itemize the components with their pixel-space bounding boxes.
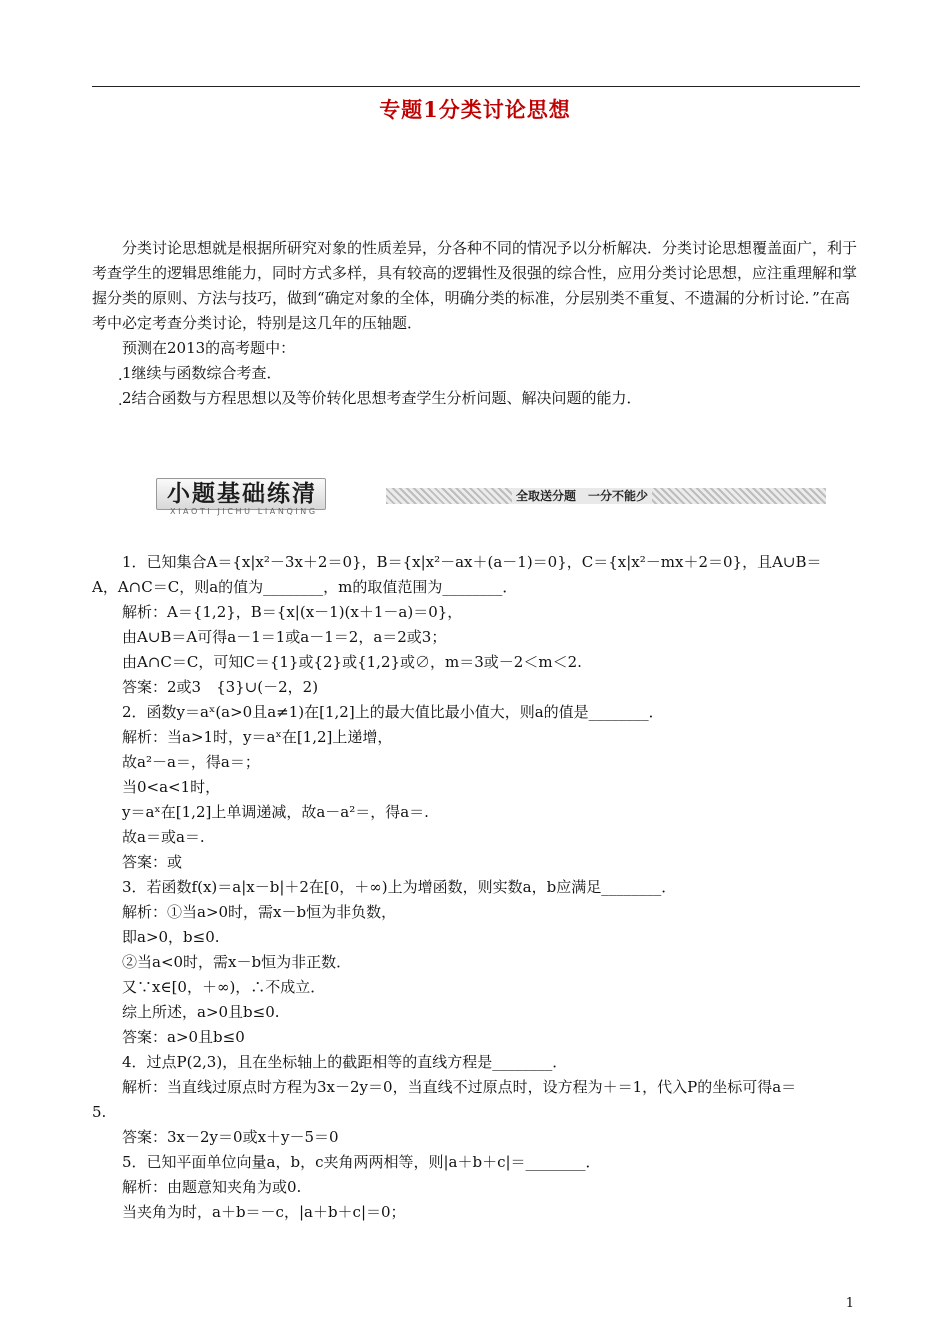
bullet-dot: . (118, 393, 123, 409)
solution-line: ②当a<0时，需x－b恒为非正数． (122, 953, 352, 971)
answer-line: 答案：a>0且b≤0 (122, 1028, 245, 1046)
solution-line: 解析：当直线过原点时方程为3x－2y＝0，当直线不过原点时，设方程为＋＝1，代入P的坐标可得a＝ (122, 1078, 797, 1096)
solution-line: 故a²－a＝，得a＝； (122, 753, 260, 771)
banner-pinyin: XIAOTI JICHU LIANQING (170, 507, 318, 516)
question-line: 2．函数y＝aˣ(a>0且a≠1)在[1,2]上的最大值比最小值大，则a的值是________． (122, 703, 664, 721)
solution-line: 综上所述，a>0且b≤0. (122, 1003, 280, 1021)
intro-item-2: 2结合函数与方程思想以及等价转化思想考查学生分析问题、解决问题的能力． (122, 389, 642, 407)
solution-line: 解析：当a>1时，y＝aˣ在[1,2]上递增， (122, 728, 393, 746)
page-title: 专题1分类讨论思想 (379, 97, 571, 122)
page-number: 1 (845, 1296, 854, 1311)
intro-predict: 预测在2013的高考题中： (122, 339, 296, 357)
solution-line: 解析：①当a>0时，需x－b恒为非负数， (122, 903, 397, 921)
section-banner (156, 478, 828, 518)
question-line: 4．过点P(2,3)，且在坐标轴上的截距相等的直线方程是________． (122, 1053, 568, 1071)
answer-line: 答案：3x－2y＝0或x＋y－5＝0 (122, 1128, 339, 1146)
solution-line: 由A∩C＝C，可知C＝{1}或{2}或{1,2}或∅，m＝3或－2＜m＜2. (122, 653, 582, 671)
solution-line: 由A∪B＝A可得a－1＝1或a－1＝2，a＝2或3； (122, 628, 447, 646)
solution-line: y＝aˣ在[1,2]上单调递减，故a－a²＝，得a＝. (122, 803, 429, 821)
question-line: 3．若函数f(x)＝a|x－b|＋2在[0，＋∞)上为增函数，则实数a，b应满足________． (122, 878, 677, 896)
solution-line: 当0<a<1时， (122, 778, 221, 796)
intro-paragraph: 分类讨论思想就是根据所研究对象的性质差异，分各种不同的情况予以分析解决．分类讨论思想覆盖面广，利于考查学生的逻辑思维能力，同时方式多样，具有较高的逻辑性及很强的综合性，应用分类讨论思想，应注重理解和掌握分类的原则、方法与技巧，做到“确定对象的全体，明确分类的标准，分层别类不重复、不遗漏的分析讨论．”在高考中必定考查分类讨论，特别是这几年的压轴题． (92, 239, 858, 332)
answer-line: 答案：2或3 {3}∪(－2，2) (122, 678, 319, 696)
solution-line: 又∵x∈[0，＋∞)，∴不成立． (122, 978, 326, 996)
solution-line: 解析：A＝{1,2}，B＝{x|(x－1)(x＋1－a)＝0}， (122, 603, 463, 621)
intro-item-1: 1继续与函数综合考查． (122, 364, 282, 382)
question-line: 5．已知平面单位向量a，b，c夹角两两相等，则|a＋b＋c|＝________． (122, 1153, 601, 1171)
question-line: A，A∩C＝C，则a的值为________，m的取值范围为________． (92, 578, 518, 596)
question-line: 1．已知集合A＝{x|x²－3x＋2＝0}，B＝{x|x²－ax＋(a－1)＝0}，C＝{x|x²－mx＋2＝0}，且A∪B＝ (122, 553, 822, 571)
solution-line: 故a＝或a＝. (122, 828, 205, 846)
bullet-dot: . (118, 368, 123, 384)
solution-line: 当夹角为时，a＋b＝－c，|a＋b＋c|＝0； (122, 1203, 406, 1221)
banner-slogan: 全取送分题 一分不能少 (512, 488, 652, 504)
answer-line: 答案：或 (122, 853, 183, 871)
solution-line: 解析：由题意知夹角为或0. (122, 1178, 302, 1196)
banner-title: 小题基础练清 (156, 478, 326, 510)
header-rule (92, 86, 860, 87)
solution-line: 即a>0，b≤0. (122, 928, 220, 946)
solution-line: 5. (92, 1103, 107, 1121)
